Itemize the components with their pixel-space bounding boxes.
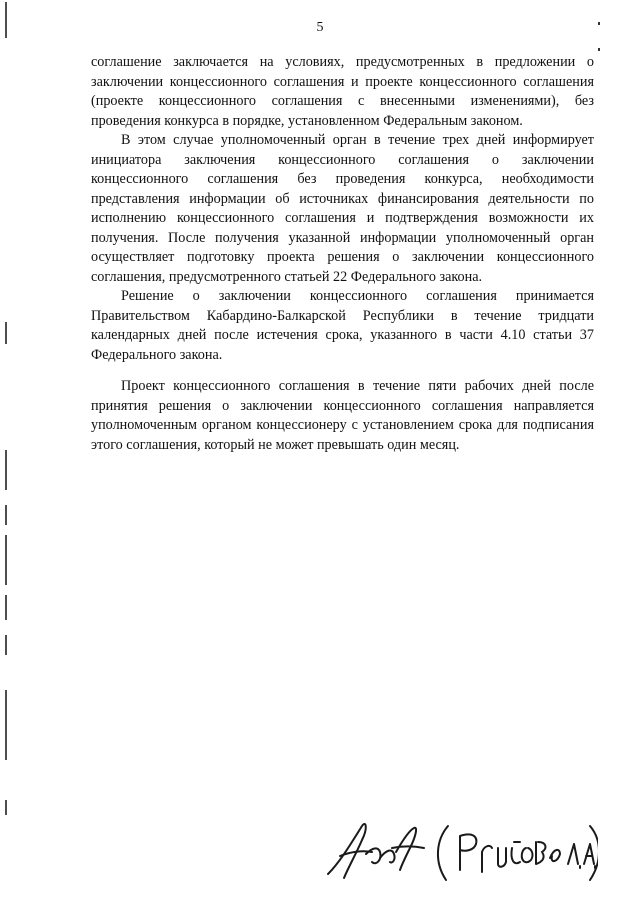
paragraph-draft-agreement: Проект концессионного соглашения в течение пяти рабочих дней после принятия решения о заключении концессионного соглашения направляется уполномоченным органом концессионеру с установлением срока для подписания этого соглашения, который не может превышать один месяц. bbox=[91, 378, 594, 453]
paragraph-notification: В этом случае уполномоченный орган в течение трех дней информирует инициатора заключения концессионного соглашения о заключении концессионного соглашения без проведения конкурса, необходимости представления информации об источниках финансирования деятельности по исполнению концессионного соглашения и подтверждения возможности их получения. После получения указанной информации уполномоченный орган осуществляет подготовку проекта решения о заключении концессионного соглашения, предусмотренного статьей 22 Федерального закона. bbox=[91, 132, 594, 285]
paragraph-continuation: соглашение заключается на условиях, предусмотренных в предложении о заключении концессионного соглашения и проекте концессионного соглашения (проекте концессионного соглашения с внесенными изменениями), без проведения конкурса в порядке, установленном Федеральным законом. bbox=[91, 54, 594, 129]
paragraph-decision: Решение о заключении концессионного соглашения принимается Правительством Кабардино-Балкарской Республики в течение тридцати календарных дней после истечения срока, указанного в части 4.10 статьи 37 Федерального закона. bbox=[91, 288, 594, 363]
handwritten-signature bbox=[322, 818, 598, 890]
page-number: 5 bbox=[316, 20, 324, 35]
scan-speck bbox=[598, 22, 600, 25]
document-body bbox=[91, 53, 594, 455]
scan-speck bbox=[598, 48, 600, 51]
scan-margin-marks bbox=[4, 0, 10, 905]
